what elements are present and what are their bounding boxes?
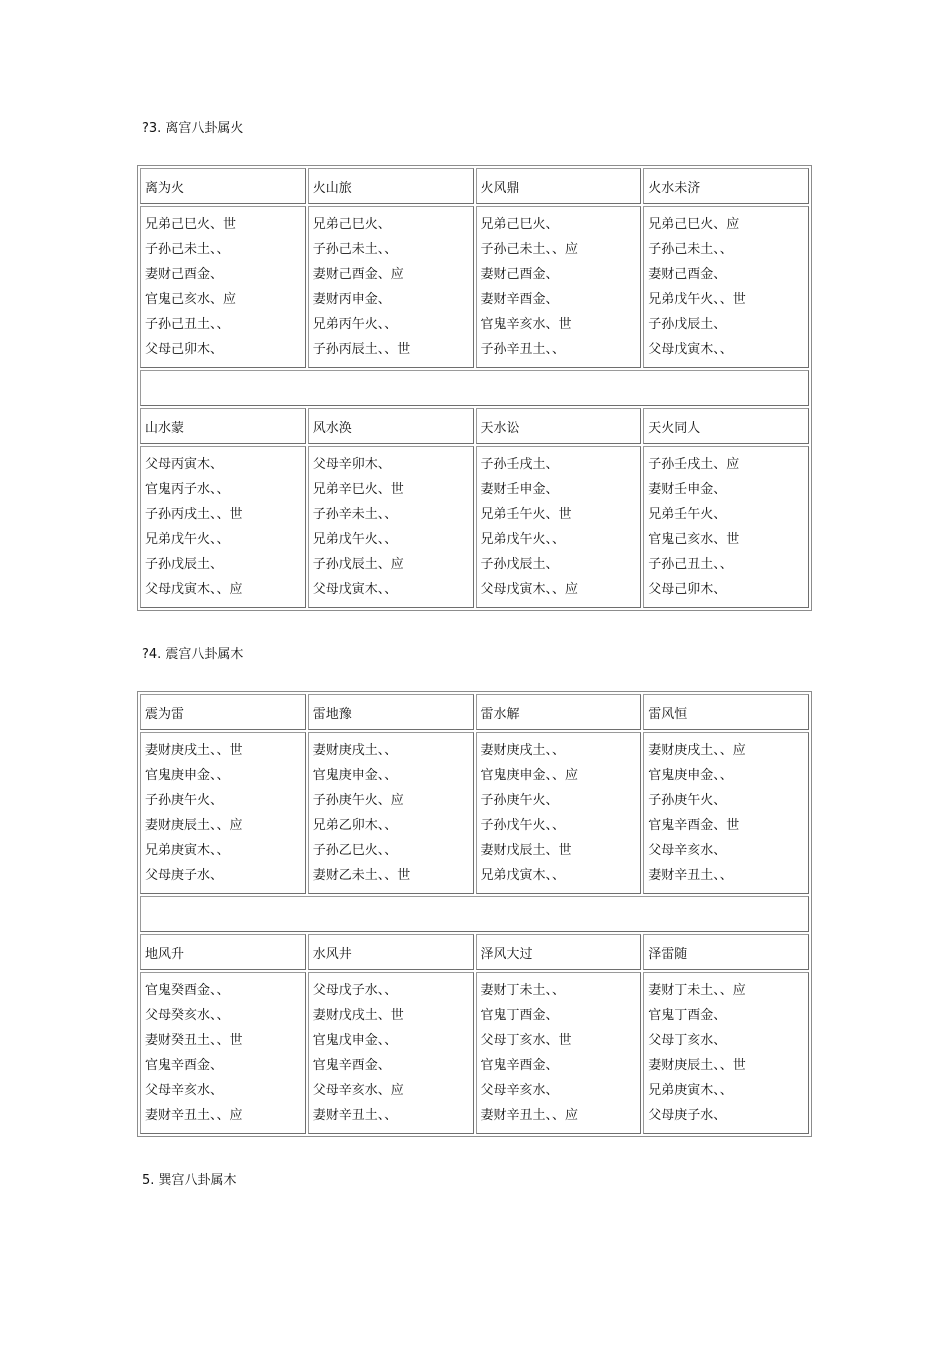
yao-line: 父母丁亥水、世 <box>480 1033 572 1048</box>
yao-line: 妻财乙未土、、世 <box>312 868 411 883</box>
yao-line: 官鬼庚申金、、 <box>145 768 230 783</box>
yao-line: 妻财戊戌土、世 <box>312 1008 404 1023</box>
section-heading-li-palace: ?3. 离宫八卦属火 <box>142 121 244 136</box>
yao-line: 官鬼辛亥水、世 <box>480 317 572 332</box>
hexagram-name-cell: 天火同人 <box>643 408 809 444</box>
hexagram-name-cell: 震为雷 <box>140 694 306 730</box>
yao-line: 子孙壬戌土、应 <box>648 457 740 472</box>
hexagram-lines-cell <box>140 206 306 368</box>
yao-line: 妻财庚辰土、、应 <box>145 818 243 833</box>
yao-line: 官鬼庚申金、、应 <box>480 768 579 783</box>
hexagram-lines-cell <box>140 446 306 608</box>
yao-line: 父母庚子水、 <box>145 868 224 883</box>
hexagram-name-cell: 水风井 <box>308 934 474 970</box>
hexagram-lines-row <box>140 732 809 894</box>
yao-line: 子孙辛未土、、 <box>312 507 398 522</box>
yao-line: 子孙庚午火、应 <box>312 793 404 808</box>
yao-line: 子孙丙戌土、、世 <box>145 507 243 522</box>
yao-line: 兄弟庚寅木、、 <box>648 1083 733 1098</box>
yao-line: 妻财庚戌土、、世 <box>145 743 243 758</box>
hexagram-lines-cell <box>476 446 642 608</box>
yao-line: 妻财壬申金、 <box>480 482 559 497</box>
yao-line: 官鬼辛酉金、 <box>145 1058 224 1073</box>
yao-line: 父母辛卯木、 <box>312 457 391 472</box>
hexagram-name-cell: 风水涣 <box>308 408 474 444</box>
yao-line: 妻财戊辰土、世 <box>480 843 572 858</box>
hexagram-lines-cell <box>308 732 474 894</box>
yao-line: 子孙丙辰土、、世 <box>312 342 411 357</box>
yao-line: 官鬼辛酉金、 <box>480 1058 559 1073</box>
table-spacer-row <box>140 370 809 406</box>
yao-line: 妻财辛丑土、、应 <box>145 1108 243 1123</box>
yao-line: 妻财己酉金、 <box>480 267 559 282</box>
yao-line: 兄弟乙卯木、、 <box>312 818 398 833</box>
yao-line: 兄弟己巳火、 <box>312 217 391 232</box>
hexagram-lines-row <box>140 206 809 368</box>
yao-line: 兄弟己巳火、 <box>480 217 559 232</box>
hexagram-lines-row <box>140 972 809 1134</box>
yao-line: 兄弟壬午火、 <box>648 507 727 522</box>
section-heading-xun-palace: 5. 巽宫八卦属木 <box>142 1173 237 1188</box>
hexagram-name-cell: 泽雷随 <box>643 934 809 970</box>
yao-line: 妻财丁未土、、应 <box>648 983 746 998</box>
yao-line: 父母戊寅木、、应 <box>145 582 243 597</box>
yao-line: 子孙己未土、、应 <box>480 242 579 257</box>
yao-line: 官鬼丙子水、、 <box>145 482 230 497</box>
hexagram-name-cell: 泽风大过 <box>476 934 642 970</box>
spacer-cell <box>140 896 809 932</box>
yao-line: 妻财庚辰土、、世 <box>648 1058 746 1073</box>
yao-line: 兄弟己巳火、应 <box>648 217 740 232</box>
yao-line: 兄弟辛巳火、世 <box>312 482 404 497</box>
yao-line: 妻财壬申金、 <box>648 482 727 497</box>
yao-line: 子孙己丑土、、 <box>648 557 733 572</box>
yao-line: 子孙己未土、、 <box>145 242 230 257</box>
hexagram-name-cell: 火山旅 <box>308 168 474 204</box>
hexagram-lines-cell <box>140 972 306 1134</box>
yao-line: 子孙戊午火、、 <box>480 818 566 833</box>
yao-line: 父母庚子水、 <box>648 1108 727 1123</box>
section-heading-zhen-palace: ?4. 震宫八卦属木 <box>142 647 244 662</box>
yao-line: 官鬼庚申金、、 <box>312 768 398 783</box>
yao-line: 父母戊子水、、 <box>312 983 398 998</box>
hexagram-lines-cell <box>308 206 474 368</box>
yao-line: 官鬼辛酉金、 <box>312 1058 391 1073</box>
hexagram-lines-row <box>140 446 809 608</box>
yao-line: 妻财庚戌土、、 <box>312 743 398 758</box>
yao-line: 父母癸亥水、、 <box>145 1008 230 1023</box>
hexagram-name-cell: 火风鼎 <box>476 168 642 204</box>
hexagram-name-row <box>140 694 809 730</box>
yao-line: 兄弟戊午火、、 <box>145 532 230 547</box>
yao-line: 兄弟戊午火、、世 <box>648 292 746 307</box>
hexagram-name-cell: 离为火 <box>140 168 306 204</box>
yao-line: 子孙戊辰土、 <box>648 317 727 332</box>
spacer-cell <box>140 370 809 406</box>
yao-line: 子孙庚午火、 <box>480 793 559 808</box>
yao-line: 妻财辛丑土、、 <box>648 868 733 883</box>
yao-line: 兄弟壬午火、世 <box>480 507 572 522</box>
yao-line: 妻财己酉金、 <box>648 267 727 282</box>
yao-line: 子孙己未土、、 <box>312 242 398 257</box>
hexagram-name-cell: 地风升 <box>140 934 306 970</box>
yao-line: 官鬼丁酉金、 <box>648 1008 727 1023</box>
hexagram-lines-cell <box>476 732 642 894</box>
hexagram-lines-cell <box>643 732 809 894</box>
yao-line: 官鬼丁酉金、 <box>480 1008 559 1023</box>
hexagram-name-cell: 天水讼 <box>476 408 642 444</box>
hexagram-lines-cell <box>476 206 642 368</box>
yao-line: 父母己卯木、 <box>648 582 727 597</box>
hexagram-table-li-palace <box>137 165 812 611</box>
yao-line: 妻财丁未土、、 <box>480 983 566 998</box>
hexagram-name-cell: 雷水解 <box>476 694 642 730</box>
hexagram-name-cell: 山水蒙 <box>140 408 306 444</box>
yao-line: 妻财丙申金、 <box>312 292 391 307</box>
yao-line: 子孙戊辰土、 <box>145 557 224 572</box>
yao-line: 兄弟己巳火、世 <box>145 217 237 232</box>
yao-line: 父母戊寅木、、应 <box>480 582 579 597</box>
yao-line: 官鬼庚申金、、 <box>648 768 733 783</box>
hexagram-lines-cell <box>308 446 474 608</box>
hexagram-name-row <box>140 934 809 970</box>
yao-line: 官鬼己亥水、世 <box>648 532 740 547</box>
hexagram-name-row <box>140 168 809 204</box>
yao-line: 官鬼戊申金、、 <box>312 1033 398 1048</box>
hexagram-lines-cell <box>643 446 809 608</box>
yao-line: 父母戊寅木、、 <box>312 582 398 597</box>
hexagram-name-cell: 火水未济 <box>643 168 809 204</box>
yao-line: 父母丙寅木、 <box>145 457 224 472</box>
yao-line: 父母戊寅木、、 <box>648 342 733 357</box>
yao-line: 官鬼辛酉金、世 <box>648 818 740 833</box>
yao-line: 官鬼癸酉金、、 <box>145 983 230 998</box>
yao-line: 妻财庚戌土、、 <box>480 743 566 758</box>
yao-line: 父母辛亥水、应 <box>312 1083 404 1098</box>
yao-line: 子孙壬戌土、 <box>480 457 559 472</box>
yao-line: 子孙戊辰土、应 <box>312 557 404 572</box>
hexagram-name-cell: 雷风恒 <box>643 694 809 730</box>
yao-line: 妻财辛酉金、 <box>480 292 559 307</box>
yao-line: 兄弟戊午火、、 <box>312 532 398 547</box>
hexagram-name-cell: 雷地豫 <box>308 694 474 730</box>
hexagram-lines-cell <box>140 732 306 894</box>
yao-line: 兄弟庚寅木、、 <box>145 843 230 858</box>
yao-line: 妻财己酉金、应 <box>312 267 404 282</box>
yao-line: 父母辛亥水、 <box>648 843 727 858</box>
yao-line: 父母丁亥水、 <box>648 1033 727 1048</box>
yao-line: 妻财己酉金、 <box>145 267 224 282</box>
hexagram-lines-cell <box>308 972 474 1134</box>
yao-line: 子孙庚午火、 <box>648 793 727 808</box>
yao-line: 兄弟戊午火、、 <box>480 532 566 547</box>
table-spacer-row <box>140 896 809 932</box>
yao-line: 子孙戊辰土、 <box>480 557 559 572</box>
yao-line: 父母己卯木、 <box>145 342 224 357</box>
yao-line: 子孙己丑土、、 <box>145 317 230 332</box>
hexagram-lines-cell <box>643 972 809 1134</box>
yao-line: 妻财庚戌土、、应 <box>648 743 746 758</box>
yao-line: 子孙辛丑土、、 <box>480 342 566 357</box>
yao-line: 兄弟丙午火、、 <box>312 317 398 332</box>
hexagram-lines-cell <box>643 206 809 368</box>
hexagram-name-row <box>140 408 809 444</box>
yao-line: 妻财癸丑土、、世 <box>145 1033 243 1048</box>
yao-line: 官鬼己亥水、应 <box>145 292 237 307</box>
yao-line: 子孙己未土、、 <box>648 242 733 257</box>
hexagram-lines-cell <box>476 972 642 1134</box>
yao-line: 妻财辛丑土、、应 <box>480 1108 579 1123</box>
yao-line: 兄弟戊寅木、、 <box>480 868 566 883</box>
hexagram-table-zhen-palace <box>137 691 812 1137</box>
yao-line: 子孙庚午火、 <box>145 793 224 808</box>
yao-line: 父母辛亥水、 <box>480 1083 559 1098</box>
yao-line: 子孙乙巳火、、 <box>312 843 398 858</box>
yao-line: 父母辛亥水、 <box>145 1083 224 1098</box>
yao-line: 妻财辛丑土、、 <box>312 1108 398 1123</box>
